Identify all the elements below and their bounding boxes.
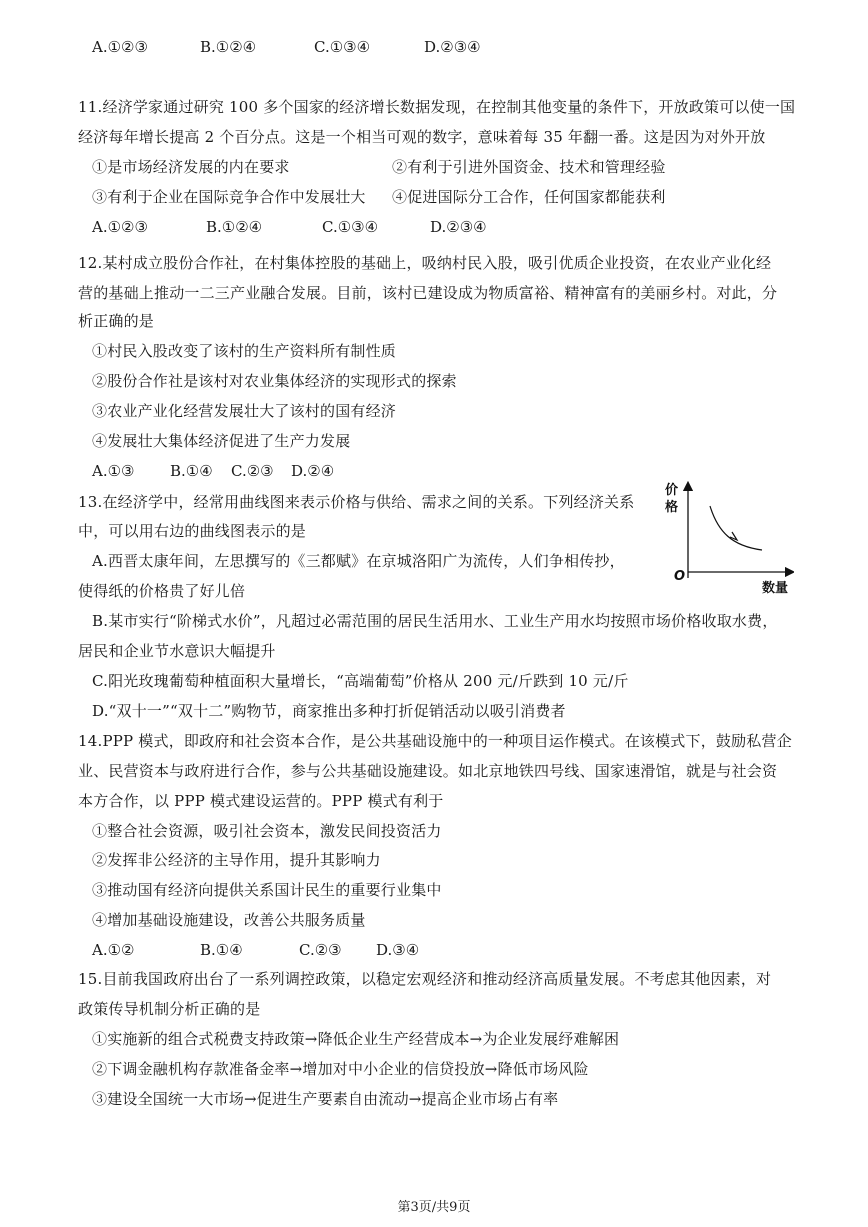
q12-option-d: D.②④ [291, 462, 335, 480]
q14-item-3: ③推动国有经济向提供关系国计民生的重要行业集中 [92, 881, 442, 899]
q14-options [92, 940, 452, 960]
q12-stem-line-1: 12.某村成立股份合作社，在村集体控股的基础上，吸纳村民入股，吸引优质企业投资，在农业产业化经 [78, 254, 772, 272]
q14-item-4: ④增加基础设施建设，改善公共服务质量 [92, 911, 366, 929]
q14-option-c: C.②③ [299, 941, 342, 959]
q14-option-d: D.③④ [376, 941, 420, 959]
q14-option-b: B.①④ [200, 941, 243, 959]
q12-item-3: ③农业产业化经营发展壮大了该村的国有经济 [92, 402, 397, 420]
q11-item-4: ④促进国际分工合作，任何国家都能获利 [392, 188, 666, 206]
q13-stem-line-1: 13.在经济学中，经常用曲线图来表示价格与供给、需求之间的关系。下列经济关系 [78, 493, 635, 511]
q11-options [92, 217, 512, 237]
q10-option-a: A.①②③ [92, 38, 148, 56]
q13-option-d: D.“双十一”“双十二”购物节，商家推出多种打折促销活动以吸引消费者 [92, 702, 566, 720]
q10-option-c: C.①③④ [314, 38, 371, 56]
q13-option-b-line-2: 居民和企业节水意识大幅提升 [78, 642, 276, 660]
q13-option-c: C.阳光玫瑰葡萄种植面积大量增长，“高端葡萄”价格从 200 元/斤跌到 10 元/斤 [92, 672, 629, 690]
y-axis-label-char-2: 格 [665, 500, 679, 515]
q14-option-a: A.①② [92, 941, 135, 959]
x-axis-label: 数量 [762, 581, 789, 596]
q12-stem-line-3: 析正确的是 [78, 312, 155, 330]
q12-stem-line-2: 营的基础上推动一二三产业融合发展。目前，该村已建设成为物质富裕、精神富有的美丽乡村。对此，分 [78, 284, 778, 302]
origin-label: O [674, 569, 686, 584]
q12-option-b: B.①④ [170, 462, 213, 480]
q13-option-b-line-1: B.某市实行“阶梯式水价”，凡超过必需范围的居民生活用水、工业生产用水均按照市场价格收取水费， [92, 612, 778, 630]
q15-item-3: ③建设全国统一大市场→促进生产要素自由流动→提高企业市场占有率 [92, 1090, 559, 1108]
q12-options [92, 461, 372, 481]
q12-item-2: ②股份合作社是该村对农业集体经济的实现形式的探索 [92, 372, 457, 390]
q11-item-2: ②有利于引进外国资金、技术和管理经验 [392, 158, 666, 176]
q10-option-b: B.①②④ [200, 38, 257, 56]
q12-option-a: A.①③ [92, 462, 135, 480]
q11-option-c: C.①③④ [322, 218, 379, 236]
q14-stem-line-3: 本方合作，以 PPP 模式建设运营的。PPP 模式有利于 [78, 792, 444, 810]
q11-item-3: ③有利于企业在国际竞争合作中发展壮大 [92, 188, 366, 206]
price-quantity-curve-diagram [664, 480, 794, 598]
q15-item-1: ①实施新的组合式税费支持政策→降低企业生产经营成本→为企业发展纾难解困 [92, 1030, 620, 1048]
demand-curve [710, 506, 762, 550]
q14-stem-line-2: 业、民营资本与政府进行合作，参与公共基础设施建设。如北京地铁四号线、国家速滑馆，就是与社会资 [78, 762, 778, 780]
q10-option-d: D.②③④ [424, 38, 481, 56]
q14-item-2: ②发挥非公经济的主导作用，提升其影响力 [92, 851, 381, 869]
q13-option-a-line-2: 使得纸的价格贵了好儿倍 [78, 582, 246, 600]
q12-item-4: ④发展壮大集体经济促进了生产力发展 [92, 432, 351, 450]
q11-option-b: B.①②④ [206, 218, 263, 236]
q10-options [92, 37, 512, 57]
q11-option-a: A.①②③ [92, 218, 148, 236]
q11-stem-line-1: 11.经济学家通过研究 100 多个国家的经济增长数据发现，在控制其他变量的条件下，开放政策可以使一国 [78, 98, 796, 116]
page-number-footer: 第3页/共9页 [397, 1200, 471, 1215]
q15-stem-line-2: 政策传导机制分析正确的是 [78, 1000, 261, 1018]
q13-stem-line-2: 中，可以用右边的曲线图表示的是 [78, 522, 307, 540]
y-axis-label-char-1: 价 [665, 483, 679, 498]
q13-option-a-line-1: A.西晋太康年间，左思撰写的《三都赋》在京城洛阳广为流传，人们争相传抄， [92, 552, 625, 570]
q11-stem-line-2: 经济每年增长提高 2 个百分点。这是一个相当可观的数字，意味着每 35 年翻一番。这是因为对外开放 [78, 128, 766, 146]
q15-stem-line-1: 15.目前我国政府出台了一系列调控政策，以稳定宏观经济和推动经济高质量发展。不考虑其他因素，对 [78, 970, 772, 988]
q11-item-1: ①是市场经济发展的内在要求 [92, 158, 290, 176]
q14-stem-line-1: 14.PPP 模式，即政府和社会资本合作，是公共基础设施中的一种项目运作模式。在该模式下，鼓励私营企 [78, 732, 792, 750]
q11-option-d: D.②③④ [430, 218, 487, 236]
q14-item-1: ①整合社会资源，吸引社会资本，激发民间投资活力 [92, 822, 442, 840]
q12-item-1: ①村民入股改变了该村的生产资料所有制性质 [92, 342, 397, 360]
q15-item-2: ②下调金融机构存款准备金率→增加对中小企业的信贷投放→降低市场风险 [92, 1060, 589, 1078]
q12-option-c: C.②③ [231, 462, 274, 480]
